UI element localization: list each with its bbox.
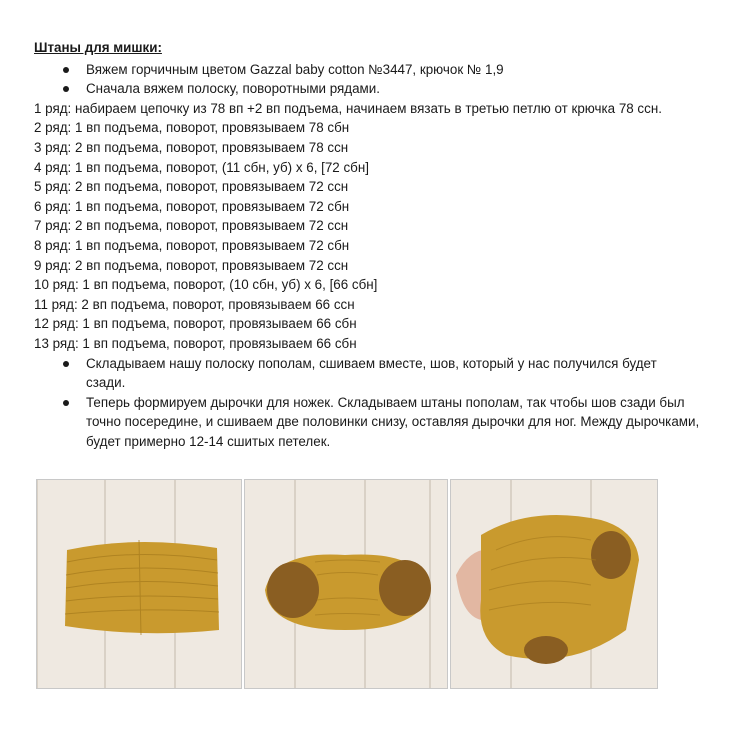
intro-bullet-strip: Сначала вяжем полоску, поворотными рядами. (34, 79, 724, 99)
final-bullet-leg-holes: Теперь формируем дырочки для ножек. Складываем штаны пополам, так чтобы шов сзади был точно посередине, и сшиваем две половинки снизу, оставляя дырочки для ног. Между дырочками, будет примерно 12-14 сшитых петелек. (34, 393, 724, 452)
photo-pants-in-hand (450, 479, 658, 689)
pattern-document (34, 38, 724, 451)
row-1: 1 ряд: набираем цепочку из 78 вп +2 вп подъема, начинаем вязать в третью петлю от крючка 78 ссн. (34, 100, 662, 116)
row-13: 13 ряд: 1 вп подъема, поворот, провязываем 66 сбн (34, 335, 357, 351)
final-bullet-fold: Складываем нашу полоску пополам, сшиваем вместе, шов, который у нас получился будет сзади. (34, 354, 724, 393)
row-9: 9 ряд: 2 вп подъема, поворот, провязываем 72 ссн (34, 257, 349, 273)
row-11: 11 ряд: 2 вп подъема, поворот, провязываем 66 ссн (34, 296, 355, 312)
pattern-title: Штаны для мишки: (34, 40, 162, 55)
photo-strip (36, 479, 658, 689)
row-4: 4 ряд: 1 вп подъема, поворот, (11 сбн, уб) х 6, [72 сбн] (34, 159, 369, 175)
row-7: 7 ряд: 2 вп подъема, поворот, провязываем 72 ссн (34, 218, 349, 234)
row-3: 3 ряд: 2 вп подъема, поворот, провязываем 78 ссн (34, 139, 349, 155)
row-2: 2 ряд: 1 вп подъема, поворот, провязываем 78 сбн (34, 120, 350, 136)
row-5: 5 ряд: 2 вп подъема, поворот, провязываем 72 ссн (34, 179, 349, 195)
row-6: 6 ряд: 1 вп подъема, поворот, провязываем 72 сбн (34, 198, 350, 214)
row-10: 10 ряд: 1 вп подъема, поворот, (10 сбн, уб) х 6, [66 сбн] (34, 277, 378, 293)
row-8: 8 ряд: 1 вп подъема, поворот, провязываем 72 сбн (34, 237, 350, 253)
row-12: 12 ряд: 1 вп подъема, поворот, провязываем 66 сбн (34, 316, 357, 332)
intro-bullet-yarn: Вяжем горчичным цветом Gazzal baby cotton №3447, крючок № 1,9 (34, 60, 724, 80)
photo-folded-pants (244, 479, 448, 689)
photo-flat-strip (36, 479, 242, 689)
